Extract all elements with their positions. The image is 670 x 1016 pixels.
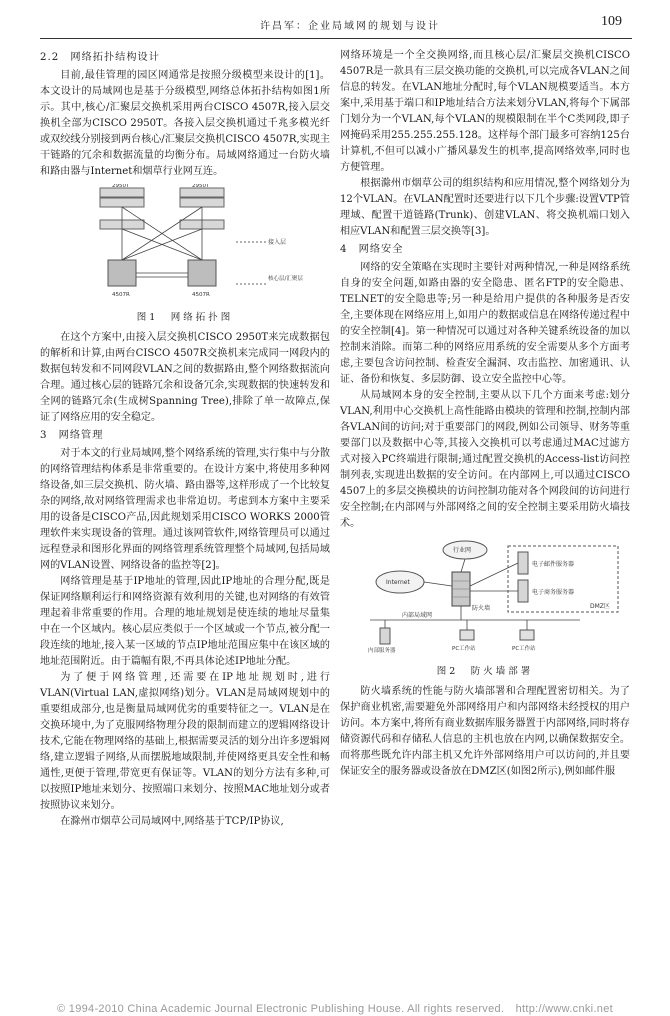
commerce-server-icon: [518, 580, 528, 602]
fig1-label-top-left: 2950T: [112, 184, 130, 189]
figure-2: [340, 536, 630, 662]
firewall-deployment-diagram: [340, 536, 630, 656]
paragraph: 防火墙系统的性能与防火墙部署和合理配置密切相关。为了保护商业机密,需要避免外部网络用户和内部网络未经授权的用户访问。本方案中,将所有商业数据库服务器置于内部网络,同时将存储资源代码和存储私人信息的主机也放在内网,以确保数据安全。而将那些既允许内部主机又允许外部网络用户可以访问的,并且要保证安全的服务器或设备放在DMZ区(如图2所示),例如邮件服: [340, 686, 630, 777]
paragraph: 从局域网本身的安全控制,主要从以下几个方面来考虑:划分VLAN,利用中心交换机上高性能路由模块的管理和控制,控制内部各VLAN间的访问;对于重要部门的网段,例如公司领导、财务等重要部门以及数据中心等,其接入交换机可以考虑通过MAC过滤方式对接入PC终端进行限制;通过配置交换机的Access-list访问控制列表,实现进出数据的安全访问。在内部网上,可以通过CISCO 4507上的多层交换模块的访问控制功能对各个网段间的访问进行安全控制;在内部网与外部网络之间的安全控制主要采用防火墙技术。: [340, 390, 630, 529]
internal-server-icon: [380, 628, 390, 644]
fig2-label-pc-2: PC工作站: [512, 646, 536, 652]
paragraph: 对于本文的行业局域网,整个网络系统的管理,实行集中与分散的网络管理结构体系是非常重要的。在设计方案中,将使用多种网络设备,如三层交换机、防火墙、路由器等,这样形成了一个比较复杂的网络,故对网络管理需求也非常迫切。考虑到本方案中主要采用的设备是CISCO产品,因此规划采用CISCO WORKS 2000管理软件来实现设备的管理。通过该网管软件,网络管理员可以通过远程登录和图形化界面的网络管理系统管理整个局域网,包括局域网的VLAN设置、网络设备的监控等[2]。: [40, 448, 330, 571]
paragraph: 为了便于网络管理,还需要在IP地址规划时,进行VLAN(Virtual LAN,虚拟网络)划分。VLAN是局域网规划中的重要组成部分,也是衡量局域网优劣的重要特征之一。VLAN是在交换环境中,为了克服网络物理分段的限制而建立的逻辑网络设计技术,它能在物理网络的基础上,根据需要灵活的划分出许多逻辑网络,建立逻辑子网络,从而摆脱地域限制,并使网络更具安全性和畅通性,更便于管理,带宽更有保证等。VLAN的划分方法有多种,可以按照IP地址来划分、按照端口来划分、按照MAC地址划分或者按照协议来划分。: [40, 672, 330, 811]
fig1-label-core-layer: 核心层/汇聚层: [268, 276, 303, 282]
paragraph: 网络管理是基于IP地址的管理,因此IP地址的合理分配,既是保证网络顺利运行和网络资源有效利用的关键,也对网络的有效管理起着非常重要的作用。合理的地址规划是使连续的地址尽量集中在一个区域内。核心层应类似于一个区域或一个节点,被分配一段连续的地址,接入某一区域的节点IP地址范围应集中在该区域的地址范围附近。由于篇幅有限,不再具体论述IP地址分配。: [40, 576, 330, 667]
fig1-label-bottom-left: 4507R: [112, 292, 130, 298]
fig2-label-pc-1: PC工作站: [452, 646, 476, 652]
switch-2950t-left-1-icon: [100, 188, 144, 197]
left-column: [40, 48, 330, 830]
fig2-label-firewall: 防火墙: [472, 605, 491, 612]
pc-workstation-2-icon: [520, 630, 534, 640]
page-number: 109: [601, 14, 622, 29]
fig2-label-internal-server: 内部服务器: [368, 648, 396, 654]
fig1-label-top-right: 2950T: [192, 184, 210, 189]
switch-2950t-right-2-icon: [180, 198, 224, 207]
paragraph: 在滁州市烟草公司局域网中,网络基于TCP/IP协议,: [60, 816, 284, 827]
mail-server-icon: [518, 552, 528, 574]
paragraph: 根据滁州市烟草公司的组织结构和应用情况,整个网络划分为12个VLAN。在VLAN配置时还要进行以下几个步骤:设置VTP管理域、配置干道链路(Trunk)、创建VLAN、将交换机端口划入相应VLAN和配置三层交换等[3]。: [340, 178, 630, 237]
section-heading-2-2: 2.2 网络拓扑结构设计: [40, 52, 160, 63]
fig2-label-dmz: DMZ区: [590, 603, 610, 610]
section-heading-4: 4 网络安全: [340, 244, 404, 255]
fig2-label-industry-network: 行业网: [453, 547, 472, 554]
core-switch-4507r-right-icon: [188, 260, 216, 286]
fig2-label-internet: Internet: [386, 579, 410, 586]
copyright-footer: © 1994-2010 China Academic Journal Electronic Publishing House. All rights reserved. http://www.cnki.net: [57, 1003, 613, 1015]
fig1-label-access-layer: 接入层: [268, 239, 287, 246]
fig2-label-mail-server: 电子邮件服务器: [532, 561, 575, 568]
header-rule: [40, 38, 632, 39]
network-topology-diagram: [40, 184, 330, 302]
core-switch-4507r-left-icon: [108, 260, 136, 286]
pc-workstation-1-icon: [460, 630, 474, 640]
switch-2950t-left-2-icon: [100, 198, 144, 207]
fig2-label-commerce-server: 电子商务服务器: [532, 589, 575, 596]
paragraph: 目前,最佳管理的园区网通常是按照分级模型来设计的[1]。本文设计的局域网也是基于分级模型,网络总体拓扑结构如图1所示。其中,核心/汇聚层交换机采用两台CISCO 4507R,接入层交换机全部为CISCO 2950T。各接入层交换机通过千兆多模光纤或双绞线分别接到两台核心/汇聚层交换机CISCO 4507R,实现主干链路的冗余和数据流量的均衡分布。局域网络通过一台防火墙和路由器与Internet和烟草行业网互连。: [40, 70, 330, 177]
running-title: 许昌军：企业局域网的规划与设计: [260, 21, 440, 32]
figure-2-caption: 图2 防火墙部署: [436, 666, 534, 677]
fig1-label-bottom-right: 4507R: [192, 292, 210, 298]
switch-2950t-right-1-icon: [180, 188, 224, 197]
figure-1-caption: 图1 网络拓扑图: [136, 312, 234, 323]
figure-1: [40, 184, 330, 308]
right-column: [340, 48, 630, 780]
fig2-label-lan: 内部局域网: [402, 612, 433, 619]
paragraph: 网络的安全策略在实现时主要针对两种情况,一种是网络系统自身的安全问题,如路由器的安全隐患、匿名FTP的安全隐患、TELNET的安全隐患等;另一种是给用户提供的各种服务是否安全,主要体现在网络应用上,如用户的数据或信息在网络传递过程中的安全控制[4]。第一种情况可以通过对各种关键系统设备的加以控制来消除。而第二种的网络应用系统的安全需要从多个方面考虑,主要包含访问控制、检查安全漏洞、攻击监控、加密通讯、认证、备份和恢复、多层防御、设立安全监控中心等。: [340, 262, 630, 385]
page-header: [40, 14, 640, 36]
paragraph: 在这个方案中,由接入层交换机CISCO 2950T来完成数据包的解析和计算,由两台CISCO 4507R交换机来完成同一网段内的数据包转发和不同网段VLAN之间的数据路由,整个网络数据流向合理。通过核心层的链路冗余和设备冗余,实现数据的快速转发和全网的链路冗余(生成树Spanning Tree),排除了单一故障点,保证了网络应用的安全稳定。: [40, 332, 330, 423]
section-heading-3: 3 网络管理: [40, 430, 104, 441]
paragraph: 网络环境是一个全交换网络,而且核心层/汇聚层交换机CISCO 4507R是一款具有三层交换功能的交换机,可以完成各VLAN之间信息的转发。在VLAN地址分配时,每个VLAN规模要适当。本方案中,采用基于端口和IP地址结合方法来划分VLAN,将每个下属部门划分为一个VLAN,每个VLAN的规模限制在半个C类网段,即子网掩码采用255.255.255.128。这样每个部门最多可容纳125台计算机,不但可以减小广播风暴发生的机率,提高网络效率,同时也方便管理。: [340, 50, 630, 173]
